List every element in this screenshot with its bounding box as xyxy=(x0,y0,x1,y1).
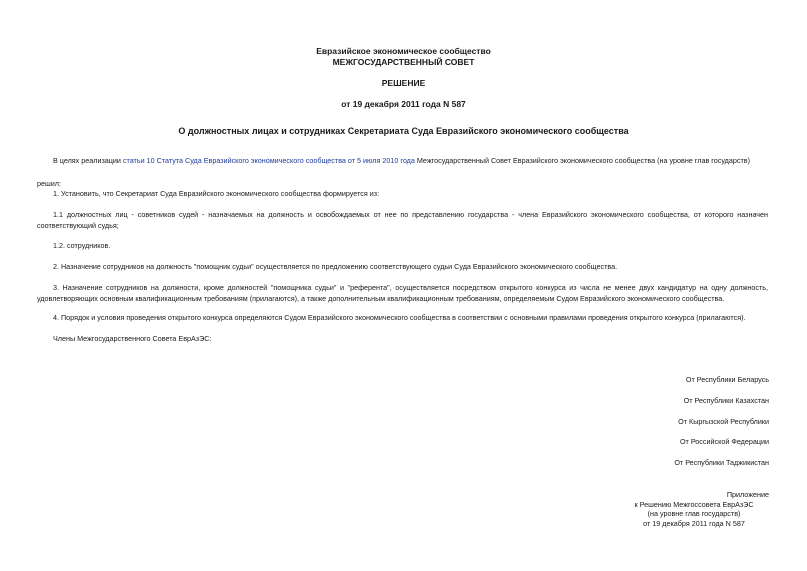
decided-label: решил: xyxy=(37,179,61,188)
appendix-block xyxy=(619,490,769,528)
item-1: 1. Установить, что Секретариат Суда Евразийского экономического сообщества формируется из: xyxy=(53,189,380,198)
signature-tajikistan: От Республики Таджикистан xyxy=(674,458,769,467)
signature-belarus: От Республики Беларусь xyxy=(685,375,769,384)
council-name: МЕЖГОСУДАРСТВЕННЫЙ СОВЕТ xyxy=(332,57,475,67)
appendix-line-4: от 19 декабря 2011 года N 587 xyxy=(643,518,745,528)
statute-link[interactable]: статьи 10 Статута Суда Евразийского экономического сообщества от 5 июля 2010 года xyxy=(122,156,415,165)
doc-type: РЕШЕНИЕ xyxy=(381,78,426,88)
item-1-2: 1.2. сотрудников. xyxy=(53,241,111,250)
preamble-text-after: Межгосударственный Совет Евразийского экономического сообщества (на уровне глав государств) xyxy=(414,156,750,165)
appendix-line-2: к Решению Межгоссовета ЕврАзЭС xyxy=(634,499,754,509)
preamble xyxy=(37,155,768,166)
appendix-line-3: (на уровне глав государств) xyxy=(647,509,741,519)
members-label: Члены Межгосударственного Совета ЕврАзЭС: xyxy=(53,334,212,343)
org-name: Евразийское экономическое сообщество xyxy=(316,46,491,56)
preamble-text-before: В целях реализации xyxy=(53,156,123,165)
item-3: 3. Назначение сотрудников на должности, кроме должностей "помощника судьи" и "референта", осуществляется посредством открытого конкурса из числа не менее двух кандидатур на одну должность, удовлетворяющих основным квалификационным требованиям (прилагаются), а также дополнительным квалификационным требованиям, определяемым Судом Евразийского экономического сообщества. xyxy=(37,283,768,303)
item-2: 2. Назначение сотрудников на должность "помощник судьи" осуществляется по предложению соответствующего судьи Суда Евразийского экономического сообщества. xyxy=(53,262,618,271)
appendix-line-1: Приложение xyxy=(726,490,769,499)
doc-date: от 19 декабря 2011 года N 587 xyxy=(341,99,466,109)
document-title: О должностных лицах и сотрудниках Секретариата Суда Евразийского экономического сообщества xyxy=(178,126,629,136)
signature-russia: От Российской Федерации xyxy=(679,437,769,446)
item-4: 4. Порядок и условия проведения открытого конкурса определяются Судом Евразийского экономического сообщества в соответствии с основными правилами проведения открытого конкурса (прилагаются). xyxy=(53,313,746,322)
signature-kazakhstan: От Республики Казахстан xyxy=(683,396,769,405)
signature-kyrgyzstan: От Кыргызской Республики xyxy=(678,417,769,426)
item-1-1: 1.1 должностных лиц - советников судей - назначаемых на должность и освобождаемых от нее по представлению государства - члена Евразийского экономического сообщества, от которого назначен соответствующий судья; xyxy=(37,210,768,230)
